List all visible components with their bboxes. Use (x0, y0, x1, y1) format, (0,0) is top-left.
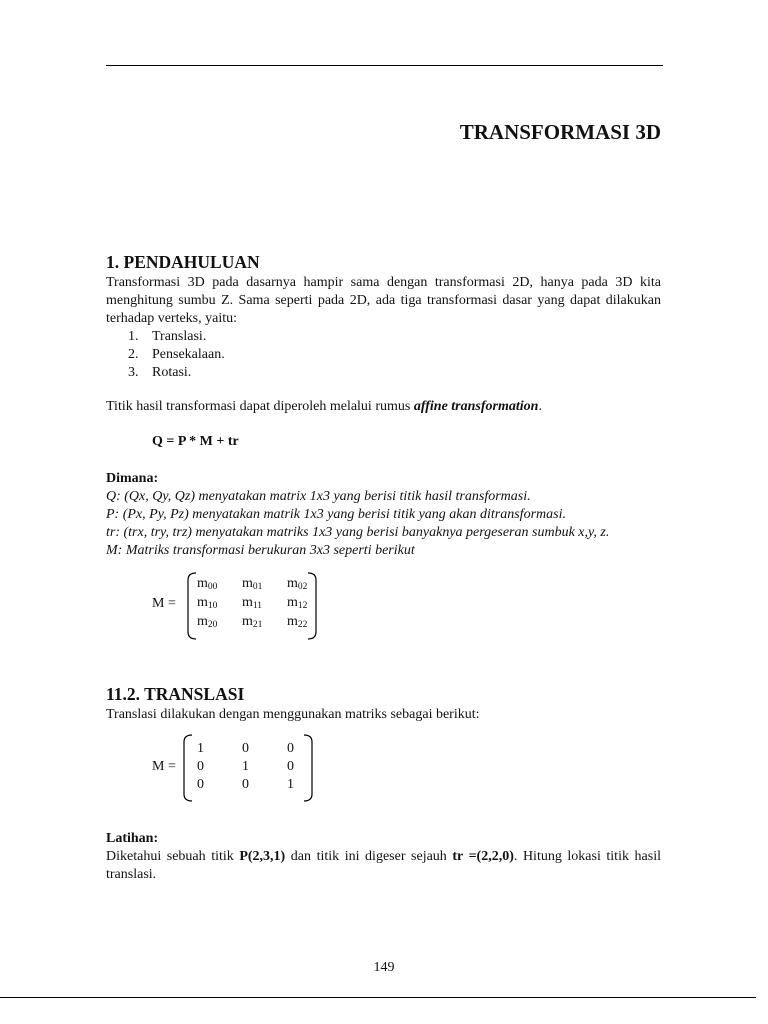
matrix-cell: $m_{00}$ (197, 576, 218, 592)
affine-sentence: Titik hasil transformasi dapat diperoleh melalui rumus affine transformation. (106, 399, 542, 414)
exercise-shift: tr =(2,2,0) (452, 849, 514, 864)
definition-m: M: Matriks transformasi berukuran 3x3 seperti berikut (106, 543, 415, 558)
affine-term: affine transformation (413, 399, 539, 414)
matrix-cell: $m_{01}$ (242, 576, 263, 592)
definition-p: P: (Px, Py, Pz) menyatakan matrik 1x3 yang berisi titik yang akan ditransformasi. (106, 507, 566, 522)
list-item: 1. Translasi. (128, 329, 207, 344)
footer-rule (0, 997, 756, 998)
matrix-cell: 0 (197, 759, 204, 774)
intro-paragraph: Transformasi 3D pada dasarnya hampir sama dengan transformasi 2D, hanya pada 3D kita menghitung sumbu Z. Sama seperti pada 2D, ada tiga transformasi dasar yang dapat dilakukan terhadap verteks, yaitu: (106, 275, 661, 326)
matrix-cell: 0 (197, 777, 204, 792)
translation-matrix (180, 734, 316, 802)
page-title: TRANSFORMASI 3D (459, 120, 661, 144)
dimana-label: Dimana: (106, 471, 159, 486)
matrix-cell: 0 (242, 741, 249, 756)
matrix-cell: 1 (287, 777, 294, 792)
matrix-cell: $m_{12}$ (287, 595, 308, 611)
section-heading-pendahuluan: 1. PENDAHULUAN (106, 252, 260, 272)
latihan-label: Latihan: (106, 831, 159, 846)
matrix-cell: $m_{22}$ (287, 614, 308, 630)
definition-tr: tr: (trx, try, trz) menyatakan matriks 1x3 yang berisi banyaknya pergeseran sumbuk x,y, z. (106, 525, 610, 540)
transform-list (128, 328, 225, 382)
formula: Q = P * M + tr (152, 434, 239, 449)
exercise-paragraph: Diketahui sebuah titik P(2,3,1) dan titik ini digeser sejauh tr =(2,2,0). Hitung lokasi titik hasil translasi. (106, 849, 661, 882)
list-item: 3. Rotasi. (128, 365, 192, 380)
exercise-point: P(2,3,1) (239, 849, 286, 864)
definition-q: Q: (Qx, Qy, Qz) menyatakan matrix 1x3 yang berisi titik hasil transformasi. (106, 489, 531, 504)
list-item: 2. Pensekalaan. (128, 347, 225, 362)
matrix-cell: $m_{11}$ (242, 595, 263, 611)
matrix-cell: $m_{21}$ (242, 614, 263, 630)
matrix-cell: 0 (242, 777, 249, 792)
matrix-cell: $m_{10}$ (197, 595, 218, 611)
general-matrix (184, 572, 320, 640)
section-heading-translasi: 11.2. TRANSLASI (106, 684, 245, 704)
matrix-label: M = (152, 596, 176, 611)
matrix-cell: 0 (287, 759, 294, 774)
matrix-cell: 0 (287, 741, 294, 756)
matrix-label: M = (152, 759, 176, 774)
header-rule (106, 65, 663, 66)
translasi-intro: Translasi dilakukan dengan menggunakan matriks sebagai berikut: (106, 707, 480, 722)
matrix-cell: 1 (197, 741, 204, 756)
matrix-cell: $m_{02}$ (287, 576, 308, 592)
page-number: 149 (373, 960, 395, 975)
matrix-cell: 1 (242, 759, 249, 774)
matrix-cell: $m_{20}$ (197, 614, 218, 630)
